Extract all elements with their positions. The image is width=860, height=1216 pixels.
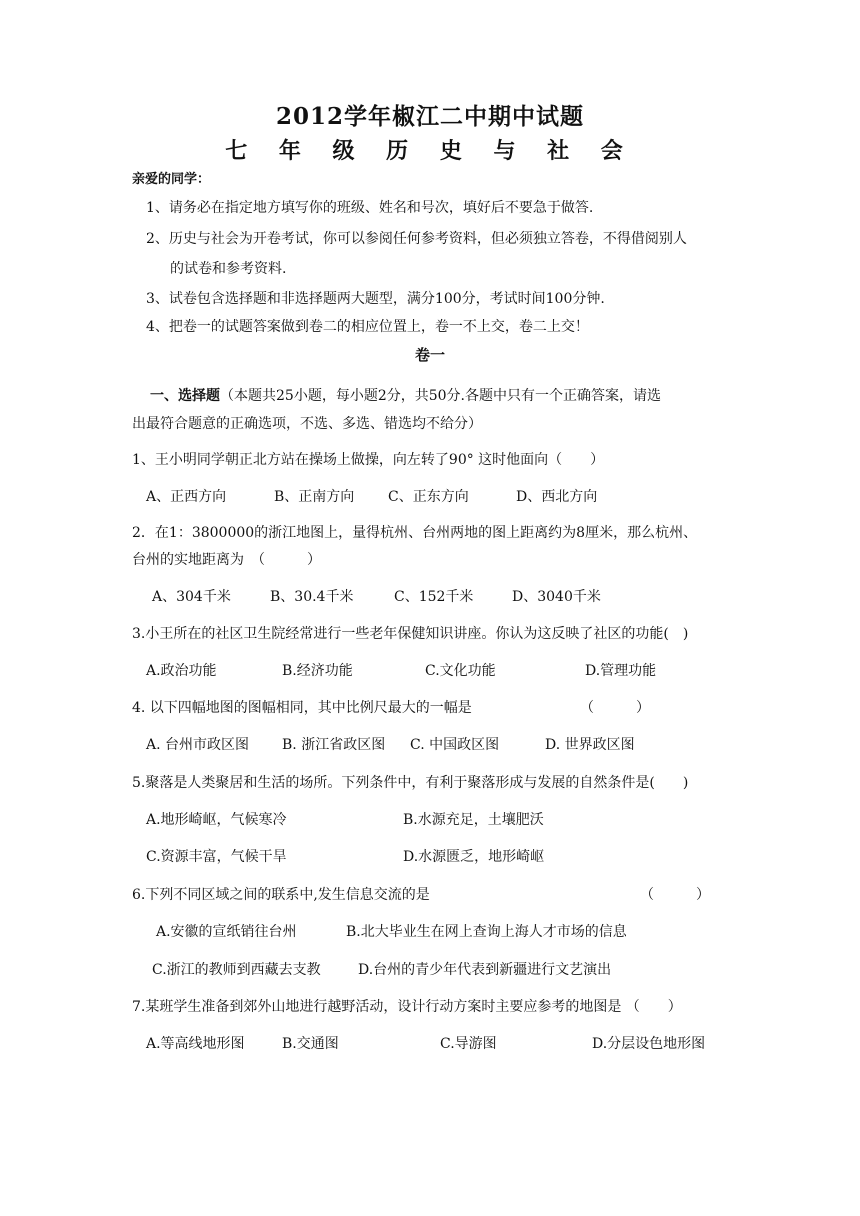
- question-3-option-b: B.经济功能: [282, 663, 353, 679]
- question-3-option-c: C.文化功能: [425, 663, 496, 679]
- question-6-answer-blank: （ ）: [640, 887, 710, 903]
- question-2-stem: 2．在1：3800000的浙江地图上，量得杭州、台州两地的图上距离约为8厘米，那么杭州、: [132, 525, 698, 541]
- notice-item-1: 1、请务必在指定地方填写你的班级、姓名和号次，填好后不要急于做答.: [146, 200, 594, 216]
- question-5-option-a: A.地形崎岖，气候寒冷: [146, 812, 287, 828]
- question-7-stem: 7.某班学生准备到郊外山地进行越野活动，设计行动方案时主要应参考的地图是 （ ）: [132, 999, 682, 1015]
- question-5-option-c: C.资源丰富，气候干旱: [146, 849, 287, 865]
- part1-instruction: （本题共25小题，每小题2分，共50分.各题中只有一个正确答案，请选: [220, 388, 661, 404]
- exam-subtitle: 七 年 级 历 史 与 社 会: [225, 138, 635, 164]
- question-2-option-b: B、30.4千米: [270, 589, 354, 605]
- notice-item-3: 3、试卷包含选择题和非选择题两大题型，满分100分，考试时间100分钟.: [146, 291, 605, 307]
- question-6-option-b: B.北大毕业生在网上查询上海人才市场的信息: [346, 924, 627, 940]
- section-title: 卷一: [414, 346, 445, 364]
- question-3-option-d: D.管理功能: [585, 663, 657, 679]
- exam-title: 2012学年椒江二中期中试题: [275, 103, 584, 130]
- notice-item-4: 4、把卷一的试题答案做到卷二的相应位置上，卷一不上交，卷二上交！: [146, 319, 589, 335]
- question-3-stem: 3.小王所在的社区卫生院经常进行一些老年保健知识讲座。你认为这反映了社区的功能( ): [132, 626, 689, 642]
- notice-greeting: 亲爱的同学：: [132, 172, 211, 187]
- question-1-option-b: B、正南方向: [274, 489, 355, 505]
- question-7-option-c: C.导游图: [440, 1036, 497, 1052]
- question-2-stem-cont: 台州的实地距离为 （ ）: [132, 552, 321, 568]
- question-6-option-a: A.安徽的宣纸销往台州: [156, 924, 297, 940]
- question-7-option-d: D.分层设色地形图: [592, 1036, 706, 1052]
- question-1-stem: 1、王小明同学朝正北方站在操场上做操，向左转了90° 这时他面向（ ）: [132, 452, 605, 468]
- question-5-stem: 5.聚落是人类聚居和生活的场所。下列条件中，有利于聚落形成与发展的自然条件是( ): [132, 775, 689, 791]
- part1-instruction-cont: 出最符合题意的正确选项，不选、多选、错选均不给分）: [132, 416, 482, 432]
- question-5-option-b: B.水源充足，土壤肥沃: [403, 812, 544, 828]
- question-4-option-c: C. 中国政区图: [410, 737, 500, 753]
- notice-item-2-cont: 的试卷和参考资料.: [170, 261, 287, 277]
- question-2-option-d: D、3040千米: [512, 589, 601, 605]
- part1-heading-line: [150, 386, 661, 406]
- question-1-option-d: D、西北方向: [516, 489, 598, 505]
- question-4-option-a: A. 台州市政区图: [146, 737, 250, 753]
- question-7-option-a: A.等高线地形图: [146, 1036, 245, 1052]
- question-1-option-c: C、正东方向: [388, 489, 469, 505]
- question-2-option-c: C、152千米: [394, 589, 474, 605]
- question-5-option-d: D.水源匮乏，地形崎岖: [403, 849, 545, 865]
- question-4-option-d: D. 世界政区图: [545, 737, 635, 753]
- question-4-answer-blank: （ ）: [580, 700, 650, 716]
- question-4-option-b: B. 浙江省政区图: [282, 737, 386, 753]
- question-7-option-b: B.交通图: [282, 1036, 339, 1052]
- question-4-stem: 4. 以下四幅地图的图幅相同，其中比例尺最大的一幅是: [132, 700, 472, 716]
- question-1-option-a: A、正西方向: [146, 489, 227, 505]
- part1-heading: 一、选择题: [150, 388, 220, 404]
- question-6-stem: 6.下列不同区域之间的联系中,发生信息交流的是: [132, 887, 430, 903]
- notice-item-2: 2、历史与社会为开卷考试，你可以参阅任何参考资料，但必须独立答卷，不得借阅别人: [146, 231, 687, 247]
- question-6-option-c: C.浙江的教师到西藏去支教: [152, 962, 321, 978]
- question-3-option-a: A.政治功能: [146, 663, 217, 679]
- question-2-option-a: A、304千米: [152, 589, 231, 605]
- question-6-option-d: D.台州的青少年代表到新疆进行文艺演出: [358, 962, 612, 978]
